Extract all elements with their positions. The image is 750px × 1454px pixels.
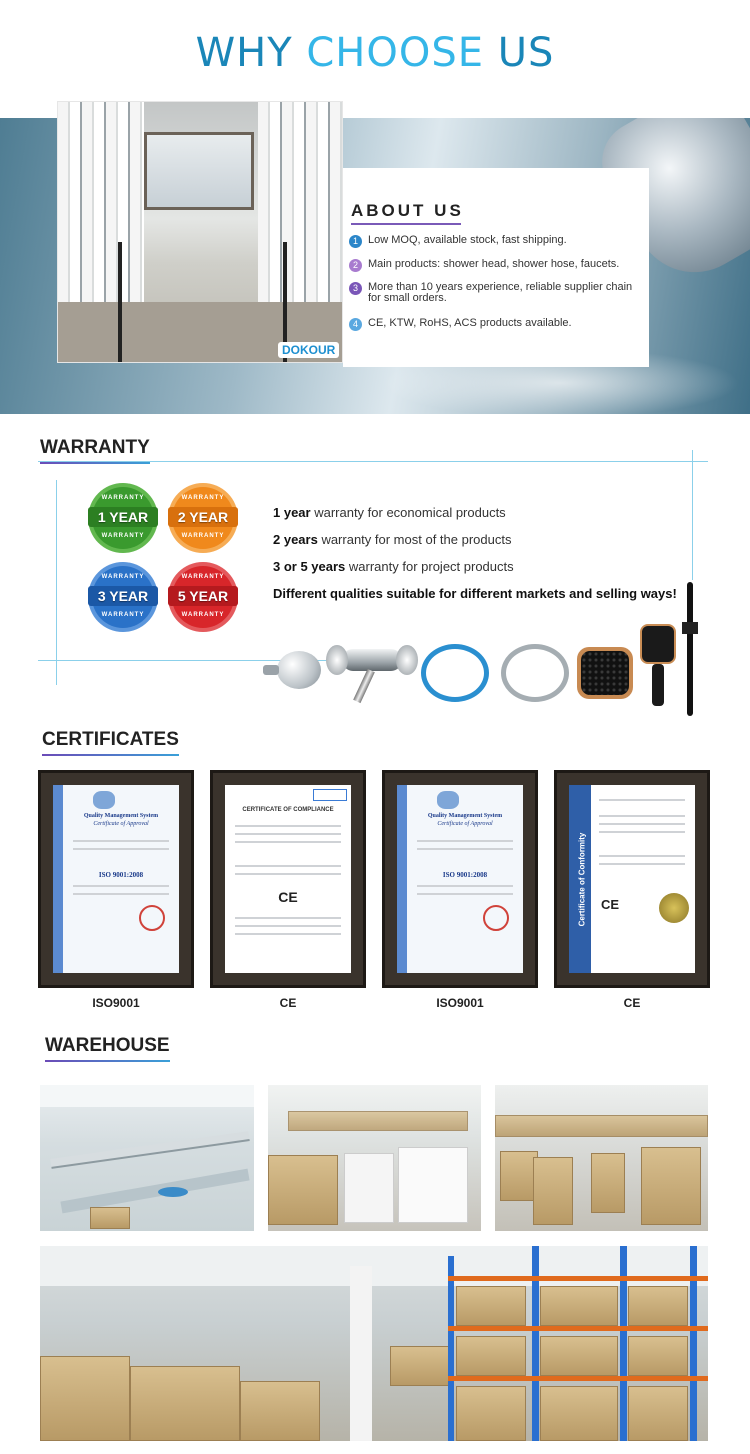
- certificate-subtitle: Certificate of Approval: [93, 821, 149, 827]
- certificate-border-strip: [53, 785, 63, 973]
- about-item: [349, 282, 644, 304]
- certificate-caption: ISO9001: [436, 996, 484, 1010]
- display-stand: [118, 242, 122, 362]
- warranty-badge-3-year: [92, 566, 154, 628]
- certificate-logo: [93, 791, 115, 809]
- ce-mark: CE: [278, 889, 298, 905]
- certificate-document: [569, 785, 695, 973]
- about-item: [349, 259, 644, 272]
- warranty-line-text: warranty for economical products: [310, 505, 506, 520]
- warranty-line: [273, 505, 506, 520]
- badge-small-text: WARRANTY: [181, 574, 225, 580]
- warehouse-heading: WAREHOUSE: [45, 1035, 170, 1056]
- blue-shower-hose-image: [415, 640, 495, 706]
- certificate-ce-frame: [210, 770, 366, 988]
- about-item-text: Low MOQ, available stock, fast shipping.: [368, 234, 567, 246]
- ce-mark: CE: [601, 897, 620, 912]
- warranty-heading: WARRANTY: [40, 437, 150, 458]
- certificate-subtitle: Certificate of Approval: [437, 821, 493, 827]
- certificate-standard: ISO 9001:2008: [98, 871, 144, 879]
- badge-label: 3 YEAR: [88, 586, 158, 606]
- warranty-badge-2-year: [172, 487, 234, 549]
- brand-logo: DOKOUR: [278, 342, 339, 358]
- certificate-title: Quality Management System: [427, 813, 503, 819]
- divider-line: [38, 461, 708, 462]
- divider-line: [692, 450, 693, 580]
- certificate-caption: CE: [279, 996, 297, 1010]
- certificate-border-strip: [397, 785, 407, 973]
- about-title: ABOUT US: [351, 201, 464, 220]
- about-item-text: Main products: shower head, shower hose, faucets.: [368, 258, 620, 270]
- badge-label: 5 YEAR: [168, 586, 238, 606]
- title-word-us: US: [484, 30, 555, 76]
- shower-diverter-image: [263, 645, 325, 695]
- steel-shower-hose-image: [495, 640, 575, 706]
- red-stamp: [139, 905, 165, 931]
- badge-small-text: WARRANTY: [181, 495, 225, 501]
- title-word-why: WHY: [195, 30, 307, 76]
- warranty-line: [273, 559, 514, 574]
- badge-small-text: WARRANTY: [101, 533, 145, 539]
- showroom-window: [144, 132, 254, 210]
- hand-shower-image: [638, 622, 680, 708]
- certificate-ce-conformity-frame: [554, 770, 710, 988]
- page-title: [0, 30, 750, 76]
- about-panel: [343, 168, 649, 367]
- warehouse-photo-cartons: [268, 1085, 481, 1231]
- gold-seal: [659, 893, 689, 923]
- warranty-line-bold: 2 years: [273, 532, 318, 547]
- certificate-document: [53, 785, 179, 973]
- about-item: [349, 235, 644, 248]
- badge-small-text: WARRANTY: [101, 574, 145, 580]
- certificate-caption: ISO9001: [92, 996, 140, 1010]
- certificate-title: Certificate of Conformity: [577, 832, 587, 927]
- badge-small-text: WARRANTY: [181, 612, 225, 618]
- warranty-badge-5-year: [172, 566, 234, 628]
- certificate-document: [397, 785, 523, 973]
- badge-label: 1 YEAR: [88, 507, 158, 527]
- about-item-text: CE, KTW, RoHS, ACS products available.: [368, 317, 572, 329]
- certificate-logo: [437, 791, 459, 809]
- square-shower-head-image: [575, 645, 635, 700]
- certificate-iso9001-frame: [38, 770, 194, 988]
- certificate-standard: ISO 9001:2008: [442, 871, 488, 879]
- warranty-line: [273, 532, 511, 547]
- warranty-line-text: warranty for most of the products: [317, 532, 512, 547]
- shower-mixer-image: [322, 635, 418, 705]
- badge-small-text: WARRANTY: [101, 495, 145, 501]
- warranty-summary: Different qualities suitable for different markets and selling ways!: [273, 586, 677, 601]
- certificates-heading: CERTIFICATES: [42, 729, 179, 750]
- slide-bar-image: [680, 582, 700, 716]
- number-badge-4: 4: [349, 318, 362, 331]
- warehouse-photo-stock: [495, 1085, 708, 1231]
- showroom-photo: [57, 101, 343, 363]
- badge-label: 2 YEAR: [168, 507, 238, 527]
- warranty-line-bold: 3 or 5 years: [273, 559, 346, 574]
- number-badge-2: 2: [349, 259, 362, 272]
- warranty-line-text: warranty for project products: [345, 559, 514, 574]
- number-badge-3: 3: [349, 282, 362, 295]
- warranty-line-bold: 1 year: [273, 505, 311, 520]
- about-item-text: More than 10 years experience, reliable supplier chain for small orders.: [368, 281, 633, 304]
- red-stamp: [483, 905, 509, 931]
- certificate-title: Quality Management System: [83, 813, 159, 819]
- title-word-choose: CHOOSE: [306, 30, 485, 76]
- certificate-title: CERTIFICATE OF COMPLIANCE: [242, 807, 334, 813]
- number-badge-1: 1: [349, 235, 362, 248]
- certificate-document: [225, 785, 351, 973]
- divider-line: [56, 480, 57, 685]
- certificate-iso9001-frame: [382, 770, 538, 988]
- warranty-badge-1-year: [92, 487, 154, 549]
- badge-small-text: WARRANTY: [181, 533, 225, 539]
- about-item: [349, 318, 644, 331]
- certificate-caption: CE: [623, 996, 641, 1010]
- badge-small-text: WARRANTY: [101, 612, 145, 618]
- warehouse-photo-shelving: [40, 1246, 708, 1441]
- certificate-logo: [313, 789, 347, 801]
- warehouse-photo-assembly-line: [40, 1085, 254, 1231]
